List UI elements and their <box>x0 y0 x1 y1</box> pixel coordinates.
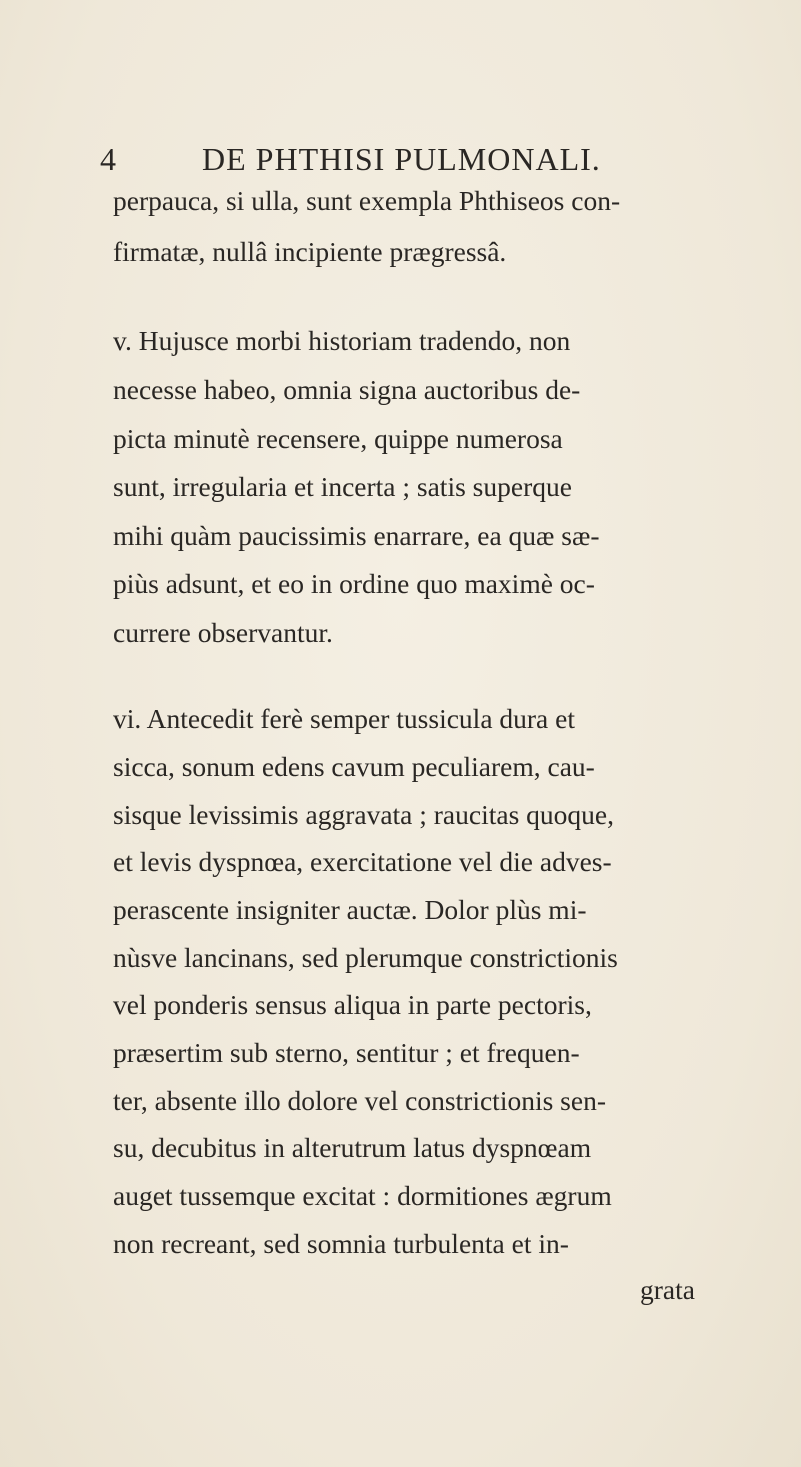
text-line: piùs adsunt, et eo in ordine quo maximè oc- <box>113 568 595 599</box>
text-line: vi. Antecedit ferè semper tussicula dura et <box>113 703 575 734</box>
text-line: v. Hujusce morbi historiam tradendo, non <box>113 325 571 356</box>
text-line: sicca, sonum edens cavum peculiarem, cau- <box>113 751 595 782</box>
text-line: præsertim sub sterno, sentitur ; et frequen- <box>113 1037 580 1068</box>
text-line: currere observantur. <box>113 617 333 648</box>
text-line: mihi quàm paucissimis enarrare, ea quæ sæ- <box>113 520 600 551</box>
text-line: perascente insigniter auctæ. Dolor plùs mi- <box>113 894 587 925</box>
text-line: sisque levissimis aggravata ; raucitas quoque, <box>113 799 614 830</box>
text-line: picta minutè recensere, quippe numerosa <box>113 423 563 454</box>
text-line: non recreant, sed somnia turbulenta et in- <box>113 1228 569 1259</box>
text-line: vel ponderis sensus aliqua in parte pectoris, <box>113 989 592 1020</box>
page-header <box>100 141 700 181</box>
text-line: su, decubitus in alterutrum latus dyspnœam <box>113 1132 592 1163</box>
text-line: necesse habeo, omnia signa auctoribus de- <box>113 374 581 405</box>
text-line: auget tussemque excitat : dormitiones ægrum <box>113 1180 612 1211</box>
text-line: nùsve lancinans, sed plerumque constrictionis <box>113 942 618 973</box>
text-line: firmatæ, nullâ incipiente prægressâ. <box>113 236 507 267</box>
running-title: DE PHTHISI PULMONALI. <box>202 141 601 177</box>
text-line: et levis dyspnœa, exercitatione vel die adves- <box>113 846 612 877</box>
page-number: 4 <box>100 141 117 177</box>
text-line: perpauca, si ulla, sunt exempla Phthiseos con- <box>113 185 621 216</box>
catchword: grata <box>640 1274 695 1305</box>
text-line: ter, absente illo dolore vel constrictionis sen- <box>113 1085 606 1116</box>
text-line: sunt, irregularia et incerta ; satis superque <box>113 471 572 502</box>
